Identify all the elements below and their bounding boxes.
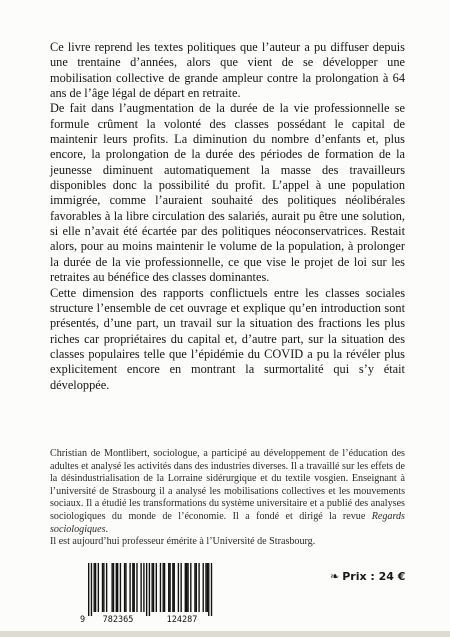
barcode-bar bbox=[151, 563, 152, 612]
barcode-bar bbox=[117, 563, 118, 612]
barcode-bar bbox=[132, 563, 133, 612]
barcode-bar bbox=[120, 563, 121, 612]
barcode-bar bbox=[178, 563, 179, 612]
barcode-bar bbox=[116, 563, 117, 612]
barcode-bar bbox=[164, 563, 165, 612]
barcode-bar bbox=[134, 563, 135, 612]
barcode-bar bbox=[163, 563, 164, 612]
barcode-bar bbox=[208, 563, 209, 616]
barcode-bar bbox=[91, 563, 92, 616]
summary-paragraph: Ce livre reprend les textes politiques que l’auteur a pu diffuser depuis une trentaine d’années, alors que vient de se développer une mobilisation collective de grande ampleur contre la prolongation à 64 ans de l’âge légal de départ en retraite. bbox=[50, 40, 405, 101]
barcode-bar bbox=[125, 563, 126, 612]
barcode-bar bbox=[186, 563, 187, 612]
barcode-bar bbox=[103, 563, 104, 612]
barcode-bar bbox=[111, 563, 112, 612]
barcode-bar bbox=[190, 563, 191, 612]
barcode-bar bbox=[205, 563, 206, 612]
barcode-bar bbox=[140, 563, 141, 612]
author-bio-text: Christian de Montlibert, sociologue, a participé au développement de l’éducation des adultes et analysé les activités dans des industries diverses. Il a travaillé sur les effets de la désindustrialisation de la Lorraine sidérurgique et du textile vosgien. Enseignant à l’université de Strasbourg il a analysé les mobilisations collectives et les mouvements sociaux. Il a étudié les transformations du système universitaire et a publié des analyses sociologiques du monde de l’économie. Il a fondé et dirigé la revue bbox=[50, 448, 405, 522]
barcode-bar bbox=[143, 563, 144, 612]
barcode-bar bbox=[136, 563, 137, 612]
barcode-digit-prefix: 9 bbox=[80, 615, 86, 625]
barcode-bar bbox=[146, 563, 147, 616]
barcode-bar bbox=[207, 563, 208, 612]
summary-paragraph: De fait dans l’augmentation de la durée de la vie professionnelle se formule crûment la volonté des classes possédant le capital de maintenir leurs profits. La diminution du nombre d’enfants et, plus encore, la prolongation de la durée des périodes de formation de la jeunesse diminuent automatiquement la masse des travailleurs disponibles donc la possibilité du profit. L’appel à une population immigrée, comme l’auraient souhaité des politiques néolibérales favorables à la libre circulation des salariés, aurait pu être une solution, si elle n’avait été écartée par des politiques néoconservatrices. Restait alors, pour au moins maintenir le volume de la population, à prolonger la durée de la vie professionnelle, ce que vise le projet de loi sur les retraites au bénéfice des classes dominantes. bbox=[50, 101, 405, 285]
barcode-bar bbox=[113, 563, 114, 612]
fleuron-icon: ❧ bbox=[330, 570, 340, 583]
barcode-bar bbox=[88, 563, 89, 616]
barcode-bars bbox=[88, 563, 212, 616]
barcode-bar bbox=[187, 563, 188, 612]
barcode-digits-right: 124287 bbox=[166, 615, 198, 625]
barcode-bar bbox=[98, 563, 99, 612]
barcode-bar bbox=[169, 563, 170, 612]
barcode-bar bbox=[172, 563, 173, 612]
barcode-bar bbox=[160, 563, 161, 612]
barcode-digits-left: 782365 bbox=[102, 615, 134, 625]
price-label: Prix : 24 € bbox=[342, 570, 406, 583]
author-bio bbox=[50, 448, 405, 549]
barcode-bar bbox=[106, 563, 107, 612]
barcode-bar bbox=[203, 563, 204, 612]
summary-text bbox=[50, 40, 405, 393]
barcode-bar bbox=[156, 563, 157, 612]
barcode-bar bbox=[95, 563, 96, 612]
isbn-barcode bbox=[78, 562, 220, 625]
author-bio-closing: Il est aujourd’hui professeur émérite à l’Université de Strasbourg. bbox=[50, 536, 316, 548]
barcode-bar bbox=[124, 563, 125, 612]
barcode-bar bbox=[102, 563, 103, 612]
barcode-bar bbox=[174, 563, 175, 612]
author-bio-text-end: . bbox=[105, 523, 109, 535]
barcode-bar bbox=[194, 563, 195, 612]
barcode-bar bbox=[94, 563, 95, 612]
barcode-graphic bbox=[78, 562, 220, 625]
barcode-bar bbox=[168, 563, 169, 612]
price-tag bbox=[330, 570, 405, 583]
barcode-bar bbox=[180, 563, 181, 612]
barcode-bar bbox=[211, 563, 212, 616]
barcode-bar bbox=[153, 563, 154, 612]
journal-title: Regards sociologiques bbox=[50, 510, 405, 535]
barcode-bar bbox=[185, 563, 186, 612]
author-bio-paragraph bbox=[50, 448, 405, 536]
barcode-bar bbox=[129, 563, 130, 612]
barcode-bar bbox=[149, 563, 150, 616]
barcode-bar bbox=[196, 563, 197, 612]
summary-paragraph: Cette dimension des rapports conflictuels entre les classes sociales structure l’ensemble de cet ouvrage et explique qu’en introduction sont présentés, d’une part, un travail sur la situation des fractions les plus riches car propriétaires du capital et, d’autre part, sur la situation des classes populaires telle que l’épidémie du COVID a pu la révéler plus explicitement encore en montrant la surmortalité qui s’y était développée. bbox=[50, 285, 405, 392]
barcode-bar bbox=[198, 563, 199, 612]
